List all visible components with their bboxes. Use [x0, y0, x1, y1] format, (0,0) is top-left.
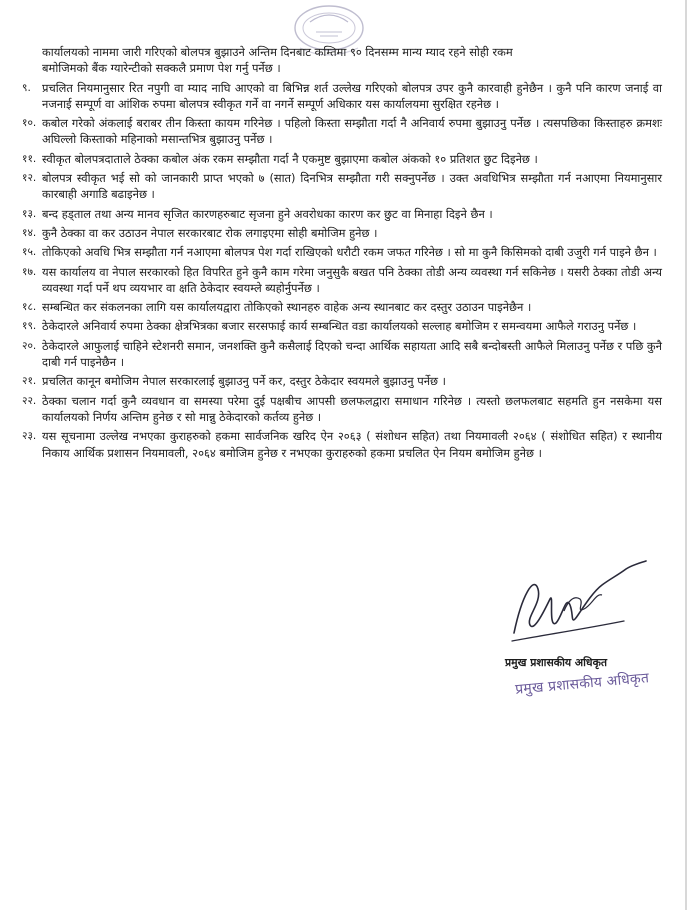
clause-number: १५.	[22, 246, 37, 259]
clause-item	[22, 393, 662, 426]
clause-number: १८.	[22, 301, 37, 314]
clause-text: बन्द हड्ताल तथा अन्य मानव सृजित कारणहरुबाट सृजना हुने अवरोधका कारण कर छुट वा मिनाहा दिइने छैन ।	[42, 206, 493, 221]
continued-line: कार्यालयको नाममा जारी गरिएको बोलपत्र बुझाउने अन्तिम दिनबाट कम्तिमा ९० दिनसम्म मान्य म्याद रहने सोही रकम	[42, 45, 513, 59]
clause-text: यस सूचनामा उल्लेख नभएका कुराहरुको हकमा सार्वजनिक खरिद ऐन २०६३ ( संशोधन सहित) तथा नियमावली २०६४ ( संशोधित सहित) र स्थानीय निकाय आर्थिक प्रशासन नियमावली, २०६४ बमोजिम हुनेछ र नभएका कुराहरुको हकमा प्रचलित ऐन नियम बमोजिम हुनेछ ।	[42, 429, 662, 460]
clause-text: प्रचलित नियमानुसार रित नपुगी वा म्याद नाघि आएको वा बिभिन्न शर्त उल्लेख गरिएको बोलपत्र उपर कुनै कारवाही हुनेछैन । कुनै पनि कारण जनाई वा नजनाई सम्पूर्ण वा आंशिक रुपमा बोलपत्र स्वीकृत गर्ने वा नगर्ने सम्पूर्ण अधिकार यस कार्यालयमा सुरक्षित रहनेछ ।	[42, 80, 662, 111]
clause-number: १९.	[22, 320, 37, 333]
designation-stamp: प्रमुख प्रशासकीय अधिकृत	[514, 670, 650, 698]
clause-number: १७.	[22, 265, 37, 278]
clause-text: ठेकेदारले आफुलाई चाहिने स्टेशनरी समान, जनशक्ति कुनै कसैलाई दिएको चन्दा आर्थिक सहायता आदि सबै बन्दोबस्ती आफैले मिलाउनु पर्नेछ र पछि कुनै दाबी गर्न पाइनेछैन ।	[42, 338, 662, 370]
clause-item	[22, 225, 662, 241]
clause-number: १०.	[22, 117, 37, 130]
clause-item	[22, 80, 662, 113]
clause-item	[22, 170, 662, 203]
clause-number: १३.	[22, 207, 37, 220]
clause-text: सम्बन्धित कर संकलनका लागि यस कार्यालयद्वारा तोकिएको स्थानहरु वाहेक अन्य स्थानबाट कर दस्तुर उठाउन पाइनेछैन ।	[42, 300, 532, 315]
clause-item	[22, 373, 662, 389]
clause-text: कुनै ठेक्का वा कर उठाउन नेपाल सरकारबाट रोक लगाइएमा सोही बमोजिम हुनेछ ।	[42, 225, 378, 240]
clause-number: २१.	[22, 375, 37, 388]
clause-item	[22, 264, 662, 297]
clause-item	[22, 299, 662, 315]
clause-number: १२.	[22, 172, 37, 185]
clause-item	[22, 244, 662, 260]
clause-text: स्वीकृत बोलपत्रदाताले ठेक्का कबोल अंक रकम सम्झौता गर्दा नै एकमुष्ट बुझाएमा कबोल अंकको १० प्रतिशत छुट दिइनेछ ।	[42, 151, 538, 166]
clause-text: बोलपत्र स्वीकृत भई सो को जानकारी प्राप्त भएको ७ (सात) दिनभित्र सम्झौता गरी सक्नुपर्नेछ । उक्त अवधिभित्र सम्झौता गर्न नआएमा नियमानुसार कारबाही अगाडि बढाइनेछ ।	[42, 171, 662, 202]
clause-item	[22, 428, 662, 461]
document-body	[22, 44, 662, 461]
clause-number: २०.	[22, 339, 37, 352]
clause-item	[22, 115, 662, 148]
clause-item	[22, 338, 662, 371]
clause-number: ११.	[22, 152, 37, 165]
clause-item	[22, 151, 662, 167]
clause-text: ठेक्का चलान गर्दा कुनै व्यवधान वा समस्या परेमा दुई पक्षबीच आपसी छलफलद्वारा समाधान गरिनेछ । त्यस्तो छलफलबाट सहमति हुन नसकेमा यस कार्यालयको निर्णय अन्तिम हुनेछ र सो मान्नु ठेकेदारको कर्तव्य हुनेछ ।	[42, 393, 662, 424]
clause-text: कबोल गरेको अंकलाई बराबर तीन किस्ता कायम गरिनेछ । पहिलो किस्ता सम्झौता गर्दा नै अनिवार्य रुपमा बुझाउनु पर्नेछ । त्यसपछिका किस्ताहरु क्रमशः अघिल्लो किस्ताको महिनाको मसान्तभित्र बुझाउनु पर्नेछ ।	[42, 116, 662, 147]
clause-number: २३.	[22, 430, 37, 443]
clause-item	[22, 318, 662, 334]
clause-number: १४.	[22, 226, 37, 239]
continued-line: बमोजिमको बैंक ग्यारेन्टीको सक्कलै प्रमाण पेश गर्नु पर्नेछ ।	[42, 61, 281, 76]
clause-item	[22, 206, 662, 222]
handwritten-signature	[504, 555, 654, 655]
scan-edge	[685, 0, 687, 910]
clause-number: २२.	[22, 394, 37, 407]
clause-text: तोकिएको अवधि भित्र सम्झौता गर्न नआएमा बोलपत्र पेश गर्दा राखिएको धरौटी रकम जफत गरिनेछ । सो मा कुनै किसिमको दाबी उजुरी गर्न पाइने छैन ।	[42, 245, 657, 260]
clause-text: ठेकेदारले अनिवार्य रुपमा ठेक्का क्षेत्रभित्रका बजार सरसफाई कार्य सम्बन्धित वडा कार्यालयको सल्लाह बमोजिम र समन्वयमा आफैले गराउनु पर्नेछ ।	[42, 319, 637, 334]
clause-text: प्रचलित कानून बमोजिम नेपाल सरकारलाई बुझाउनु पर्ने कर, दस्तुर ठेकेदार स्वयमले बुझाउनु पर्नेछ ।	[42, 374, 446, 389]
clause-number: ९.	[22, 81, 31, 94]
clause-text: यस कार्यालय वा नेपाल सरकारको हित विपरित हुने कुनै काम गरेमा जनुसुकै बखत पनि ठेक्का तोडी अन्य व्यवस्था गर्न सकिनेछ । यसरी ठेक्का तोडी अन्य व्यवस्था गर्दा पर्ने थप व्ययभार वा क्षति ठेकेदार स्वयम्ले ब्यहोर्नुपर्नेछ ।	[42, 264, 662, 295]
designation-label: प्रमुख प्रशासकीय अधिकृत	[505, 656, 608, 669]
